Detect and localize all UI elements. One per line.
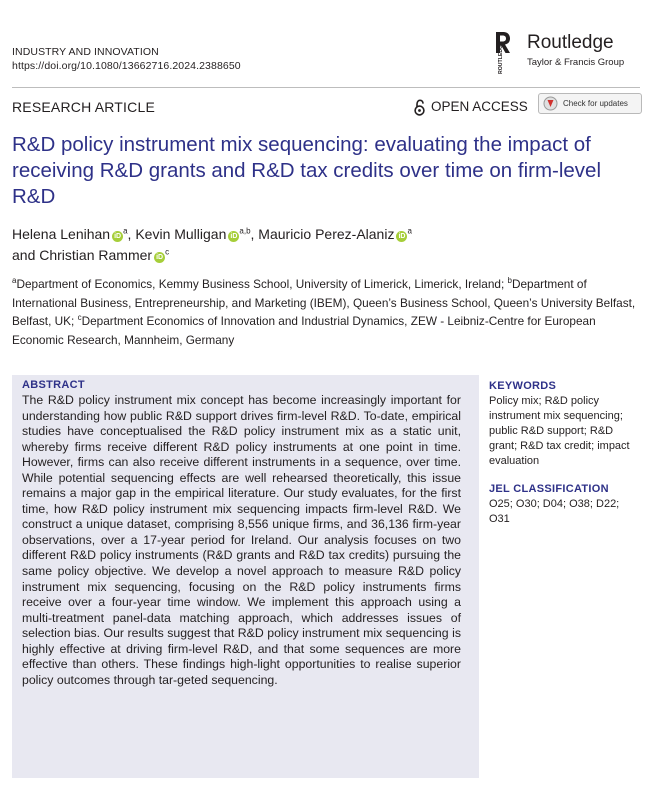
affiliations (12, 275, 644, 349)
author-affiliation-mark: a (407, 226, 412, 236)
check-updates-label: Check for updates (563, 99, 628, 108)
author (12, 247, 169, 263)
author-name: and Christian Rammer (12, 247, 153, 263)
affiliation-text: Department of International Business, Entrepreneurship, and Marketing (IBEM), Queen’s Business School, Queen’s University Belfast, Belfast, UK; (12, 277, 636, 328)
affiliation-text: Department Economics of Innovation and Industrial Dynamics, ZEW - Leibniz-Centre for European Economic Research, Mannheim, Germany (12, 314, 596, 347)
logo-vertical-text: ROUTLEDGE (498, 41, 504, 74)
author-separator: , (250, 226, 259, 242)
open-access-badge (413, 98, 528, 116)
orcid-icon[interactable]: iD (398, 233, 406, 240)
orcid-icon[interactable]: iD (114, 233, 122, 240)
journal-name: INDUSTRY AND INNOVATION (12, 46, 159, 58)
author-name: Helena Lenihan (12, 226, 111, 242)
abstract-heading: ABSTRACT (22, 379, 85, 391)
orcid-icon[interactable]: iD (156, 254, 164, 261)
publisher-logo (493, 30, 643, 76)
open-lock-icon (413, 99, 426, 116)
journal-header (12, 45, 241, 73)
abstract-text: The R&D policy instrument mix concept has become increasingly important for understanding how public R&D support drives firm-level R&D. To-date, empirical studies have conceptualised the R&D policy instrument mix as a static unit, whereby firms receive different R&D policy instruments at one point in time. However, firms can also receive different instruments in a sequence, over time. While potential sequencing effects are well rehearsed theoretically, this issue remains a major gap in the empirical literature. Our study evaluates, for the first time, how R&D policy instrument mix sequencing impacts firm-level R&D. We construct a unique dataset, comprising 8,556 unique firms, and 36,136 firm-year observations, over a 17-year period for Ireland. Our analysis focuses on two different R&D policy instruments (R&D grants and R&D tax credits) pursuing the same policy objective. We develop a novel approach to measure R&D policy instrument mix sequencing, focusing on the R&D policy instruments firms receive over a four-year time window. We implement this approach using a multi-treatment panel-data matching approach, which addresses issues of selection bias. Our results suggest that R&D policy instrument mix sequencing is highly effective at driving firm-level R&D, and that some sequences are more effective than others. These findings high-light opportunities to realise superior policy outcomes through tar-geted sequencing. (22, 393, 461, 687)
author-list (12, 224, 642, 266)
open-access-label: OPEN ACCESS (431, 99, 528, 114)
jel-heading: JEL CLASSIFICATION (489, 483, 609, 495)
check-updates-icon (543, 96, 558, 111)
affiliation-mark: b (507, 276, 512, 286)
publisher-name: Routledge (527, 32, 614, 53)
affiliation-mark: c (77, 313, 82, 323)
article-title: R&D policy instrument mix sequencing: evaluating the impact of receiving R&D grants and R&D tax credits over time on firm-level R&D (12, 133, 602, 208)
keywords-heading: KEYWORDS (489, 380, 557, 392)
routledge-mark-icon (493, 30, 511, 74)
author (12, 226, 135, 242)
publisher-group: Taylor & Francis Group (527, 57, 625, 68)
article-type: RESEARCH ARTICLE (12, 99, 155, 115)
author (258, 226, 412, 242)
doi-link[interactable]: https://doi.org/10.1080/13662716.2024.2388650 (12, 60, 241, 72)
author-name: Kevin Mulligan (135, 226, 227, 242)
author (135, 226, 258, 242)
author-affiliation-mark: a (123, 226, 128, 236)
author-separator: , (127, 226, 136, 242)
check-for-updates-button[interactable] (538, 93, 642, 114)
keywords-text: Policy mix; R&D policy instrument mix sequencing; public R&D support; R&D grant; R&D tax credit; impact evaluation (489, 395, 630, 467)
author-affiliation-mark: a,b (239, 226, 251, 236)
author-affiliation-mark: c (165, 247, 170, 257)
author-name: Mauricio Perez-Alaniz (258, 226, 395, 242)
orcid-icon[interactable]: iD (230, 233, 238, 240)
jel-text: O25; O30; D04; O38; D22; O31 (489, 498, 620, 525)
affiliation-mark: a (12, 276, 17, 286)
affiliation-text: Department of Economics, Kemmy Business School, University of Limerick, Limerick, Ireland; (16, 277, 508, 291)
header-divider (12, 87, 640, 88)
